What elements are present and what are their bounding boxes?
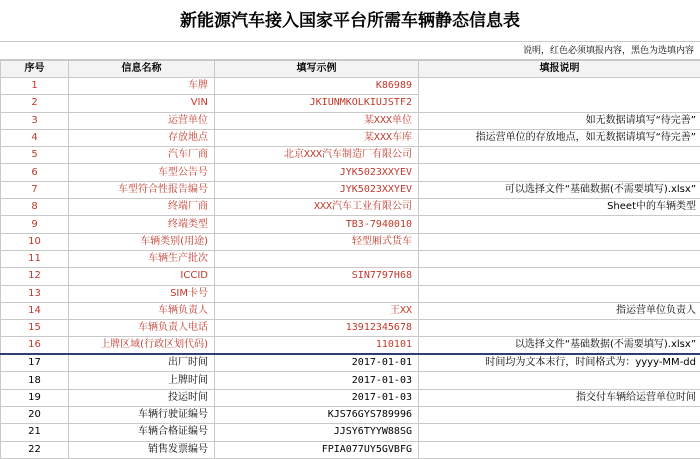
table-row [1, 129, 700, 146]
row-name: 车型公告号 [69, 164, 215, 181]
row-explain: 以选择文件“基础数据(不需要填写).xlsx” [419, 337, 700, 355]
row-name: SIM卡号 [69, 285, 215, 302]
row-name: 车辆生产批次 [69, 250, 215, 267]
row-no: 9 [1, 216, 69, 233]
row-example: 110101 [215, 337, 419, 355]
table-row [1, 268, 700, 285]
row-name: 车辆负责人 [69, 302, 215, 319]
row-example: 轻型厢式货车 [215, 233, 419, 250]
table-row [1, 250, 700, 267]
table-row [1, 441, 700, 458]
row-explain [419, 320, 700, 337]
header-explain: 填报说明 [419, 61, 700, 78]
row-name: ICCID [69, 268, 215, 285]
table-row [1, 285, 700, 302]
row-name: 车牌 [69, 78, 215, 95]
row-no: 22 [1, 441, 69, 458]
row-example: 2017-01-03 [215, 372, 419, 389]
row-no: 14 [1, 302, 69, 319]
row-example: KJS76GYS789996 [215, 407, 419, 424]
row-explain [419, 250, 700, 267]
row-explain: Sheet中的车辆类型 [419, 199, 700, 216]
table-row [1, 199, 700, 216]
row-name: 上牌时间 [69, 372, 215, 389]
row-name: 投运时间 [69, 389, 215, 406]
row-example: 13912345678 [215, 320, 419, 337]
row-explain [419, 233, 700, 250]
table-row [1, 112, 700, 129]
table-row [1, 354, 700, 372]
row-example [215, 250, 419, 267]
row-name: 车辆类别(用途) [69, 233, 215, 250]
row-no: 16 [1, 337, 69, 355]
row-explain [419, 164, 700, 181]
table-row [1, 320, 700, 337]
table-row [1, 78, 700, 95]
row-explain: 可以选择文件“基础数据(不需要填写).xlsx” [419, 181, 700, 198]
row-name: 运营单位 [69, 112, 215, 129]
row-example [215, 285, 419, 302]
row-no: 15 [1, 320, 69, 337]
table-row [1, 424, 700, 441]
row-example: JJSY6TYYW88SG [215, 424, 419, 441]
header-no: 序号 [1, 61, 69, 78]
row-example: 2017-01-03 [215, 389, 419, 406]
row-no: 3 [1, 112, 69, 129]
row-name: 上牌区域(行政区划代码) [69, 337, 215, 355]
row-no: 6 [1, 164, 69, 181]
table-row [1, 302, 700, 319]
row-no: 18 [1, 372, 69, 389]
row-example: JYK5023XXYEV [215, 164, 419, 181]
row-name: 销售发票编号 [69, 441, 215, 458]
table-row [1, 147, 700, 164]
row-name: 汽车厂商 [69, 147, 215, 164]
row-no: 17 [1, 354, 69, 372]
table-row [1, 407, 700, 424]
row-example: 某XXX单位 [215, 112, 419, 129]
row-name: 存放地点 [69, 129, 215, 146]
row-example: SIN7797H68 [215, 268, 419, 285]
row-explain [419, 424, 700, 441]
row-explain: 指运营单位负责人 [419, 302, 700, 319]
row-example: 某XXX车库 [215, 129, 419, 146]
table-row [1, 216, 700, 233]
row-no: 13 [1, 285, 69, 302]
page-title: 新能源汽车接入国家平台所需车辆静态信息表 [0, 0, 700, 42]
row-name: 出厂时间 [69, 354, 215, 372]
header-name: 信息名称 [69, 61, 215, 78]
row-explain [419, 147, 700, 164]
row-example: 王XX [215, 302, 419, 319]
row-no: 19 [1, 389, 69, 406]
row-explain: 时间均为文本末行，时间格式为：yyyy-MM-dd [419, 354, 700, 372]
legend-note: 说明，红色必须填报内容，黑色为选填内容 [0, 42, 700, 60]
row-explain [419, 78, 700, 95]
table-row [1, 337, 700, 355]
row-no: 8 [1, 199, 69, 216]
table-row [1, 164, 700, 181]
row-example: XXX汽车工业有限公司 [215, 199, 419, 216]
row-example: 北京XXX汽车制造厂有限公司 [215, 147, 419, 164]
row-explain [419, 268, 700, 285]
row-example: TB3-7940010 [215, 216, 419, 233]
table-row [1, 389, 700, 406]
header-row [1, 61, 700, 78]
row-no: 11 [1, 250, 69, 267]
row-example: FPIA077UY5GVBFG [215, 441, 419, 458]
row-no: 1 [1, 78, 69, 95]
row-no: 5 [1, 147, 69, 164]
row-name: 车辆合格证编号 [69, 424, 215, 441]
row-explain [419, 407, 700, 424]
row-name: 车辆负责人电话 [69, 320, 215, 337]
table-row [1, 233, 700, 250]
row-example: JKIUNMKOLKIUJSTF2 [215, 95, 419, 112]
row-explain [419, 372, 700, 389]
row-name: 终端厂商 [69, 199, 215, 216]
info-table [0, 60, 700, 459]
row-explain: 指运营单位的存放地点，如无数据请填写“待完善” [419, 129, 700, 146]
row-explain [419, 285, 700, 302]
row-explain [419, 441, 700, 458]
row-example: 2017-01-01 [215, 354, 419, 372]
row-no: 20 [1, 407, 69, 424]
row-no: 12 [1, 268, 69, 285]
row-no: 7 [1, 181, 69, 198]
row-example: K86989 [215, 78, 419, 95]
table-row [1, 372, 700, 389]
row-no: 10 [1, 233, 69, 250]
row-explain [419, 95, 700, 112]
row-name: VIN [69, 95, 215, 112]
row-example: JYK5023XXYEV [215, 181, 419, 198]
row-no: 4 [1, 129, 69, 146]
table-row [1, 95, 700, 112]
row-no: 21 [1, 424, 69, 441]
row-explain: 指交付车辆给运营单位时间 [419, 389, 700, 406]
row-name: 车型符合性报告编号 [69, 181, 215, 198]
row-explain: 如无数据请填写“待完善” [419, 112, 700, 129]
table-row [1, 181, 700, 198]
row-name: 车辆行驶证编号 [69, 407, 215, 424]
row-name: 终端类型 [69, 216, 215, 233]
row-no: 2 [1, 95, 69, 112]
row-explain [419, 216, 700, 233]
header-example: 填写示例 [215, 61, 419, 78]
